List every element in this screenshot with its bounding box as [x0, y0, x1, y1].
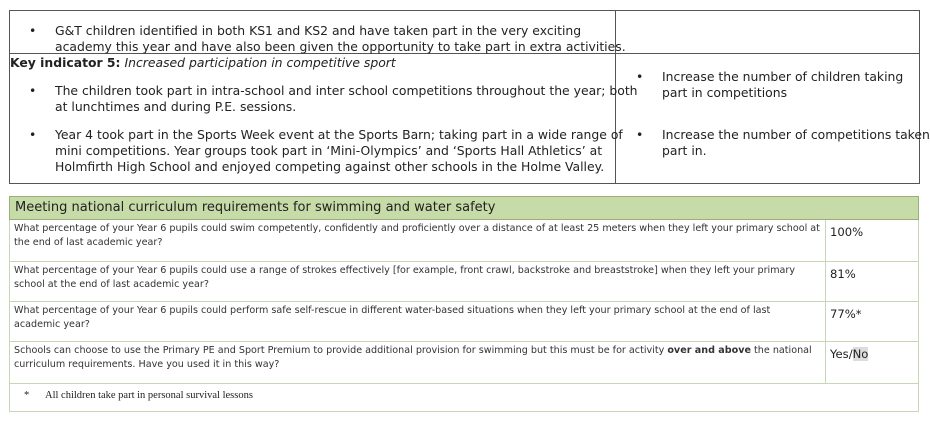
- question-line: What percentage of your Year 6 pupils could perform safe self-rescue in different water-based situations when they left your primary school at the end of last: [14, 305, 771, 316]
- bullet-text: Increase the number of children taking: [662, 69, 904, 84]
- bullet-text: G&T children identified in both KS1 and KS2 and have taken part in the very exciting: [55, 23, 582, 38]
- answer-value: 77%*: [830, 307, 862, 321]
- question-text: [14, 264, 822, 292]
- answer-no: No: [852, 347, 869, 361]
- table-row: [9, 302, 919, 342]
- question-fragment: Schools can choose to use the Primary PE and Sport Premium to provide additional provision for swimming but this must be for activity: [14, 345, 668, 356]
- key-indicator-text: Increased participation in competitive sport: [124, 55, 396, 70]
- answer-value: 100%: [830, 225, 864, 239]
- bullet-text: academy this year and have also been given the opportunity to take part in extra activities.: [55, 39, 626, 54]
- cell-divider: [825, 262, 826, 301]
- question-line: the end of last academic year?: [14, 237, 163, 248]
- question-line: curriculum requirements. Have you used it in this way?: [14, 359, 280, 370]
- bullet-text: mini competitions. Year groups took part in ‘Mini-Olympics’ and ‘Sports Hall Athletics’ at: [55, 143, 603, 158]
- key-indicator-label: Key indicator 5:: [10, 55, 121, 70]
- table-border-bottom: [9, 183, 920, 184]
- question-line: What percentage of your Year 6 pupils could swim competently, confidently and proficiently over a distance of at least 25 meters when they left your primary school at: [14, 223, 820, 234]
- answer-value: [830, 347, 868, 361]
- bullet-text: at lunchtimes and during P.E. sessions.: [55, 99, 297, 114]
- table-row: [9, 342, 919, 384]
- bullet-icon: •: [636, 127, 644, 142]
- answer-value: 81%: [830, 267, 856, 281]
- question-text: [14, 304, 822, 332]
- key-indicator-heading: [10, 55, 396, 70]
- question-emphasis: over and above: [667, 345, 751, 356]
- question-fragment: the national: [750, 345, 812, 356]
- bullet-icon: •: [29, 23, 37, 38]
- question-text: [14, 222, 822, 250]
- table-border-top: [9, 10, 920, 11]
- bullet-text: Increase the number of competitions taken: [662, 127, 930, 142]
- cell-divider: [825, 342, 826, 383]
- bullet-text: part in.: [662, 143, 707, 158]
- footnote-text: All children take part in personal survival lessons: [45, 390, 253, 401]
- table-footnote: [9, 384, 919, 412]
- question-text: [14, 344, 822, 372]
- bullet-text: part in competitions: [662, 85, 788, 100]
- swimming-table-heading: Meeting national curriculum requirements for swimming and water safety: [9, 196, 919, 220]
- bullet-text: Year 4 took part in the Sports Week event at the Sports Barn; taking part in a wide range of: [55, 127, 623, 142]
- cell-divider: [825, 220, 826, 261]
- question-line: What percentage of your Year 6 pupils could use a range of strokes effectively [for example, front crawl, backstroke and breaststroke] when they left your primary: [14, 265, 796, 276]
- table-row: [9, 262, 919, 302]
- bullet-text: Holmfirth High School and enjoyed competing against other schools in the Holme Valley.: [55, 159, 605, 174]
- table-row: [9, 220, 919, 262]
- table-border-left: [9, 10, 10, 184]
- bullet-icon: •: [29, 127, 37, 142]
- bullet-icon: •: [29, 83, 37, 98]
- question-line: academic year?: [14, 319, 90, 330]
- answer-yes: Yes/: [830, 347, 853, 361]
- question-line: school at the end of last academic year?: [14, 279, 209, 290]
- competitive-sport-table: [9, 10, 930, 183]
- question-line: [14, 344, 822, 358]
- cell-divider: [825, 302, 826, 341]
- bullet-icon: •: [636, 69, 644, 84]
- bullet-text: The children took part in intra-school and inter school competitions throughout the year; both: [55, 83, 638, 98]
- footnote-marker: *: [24, 390, 30, 401]
